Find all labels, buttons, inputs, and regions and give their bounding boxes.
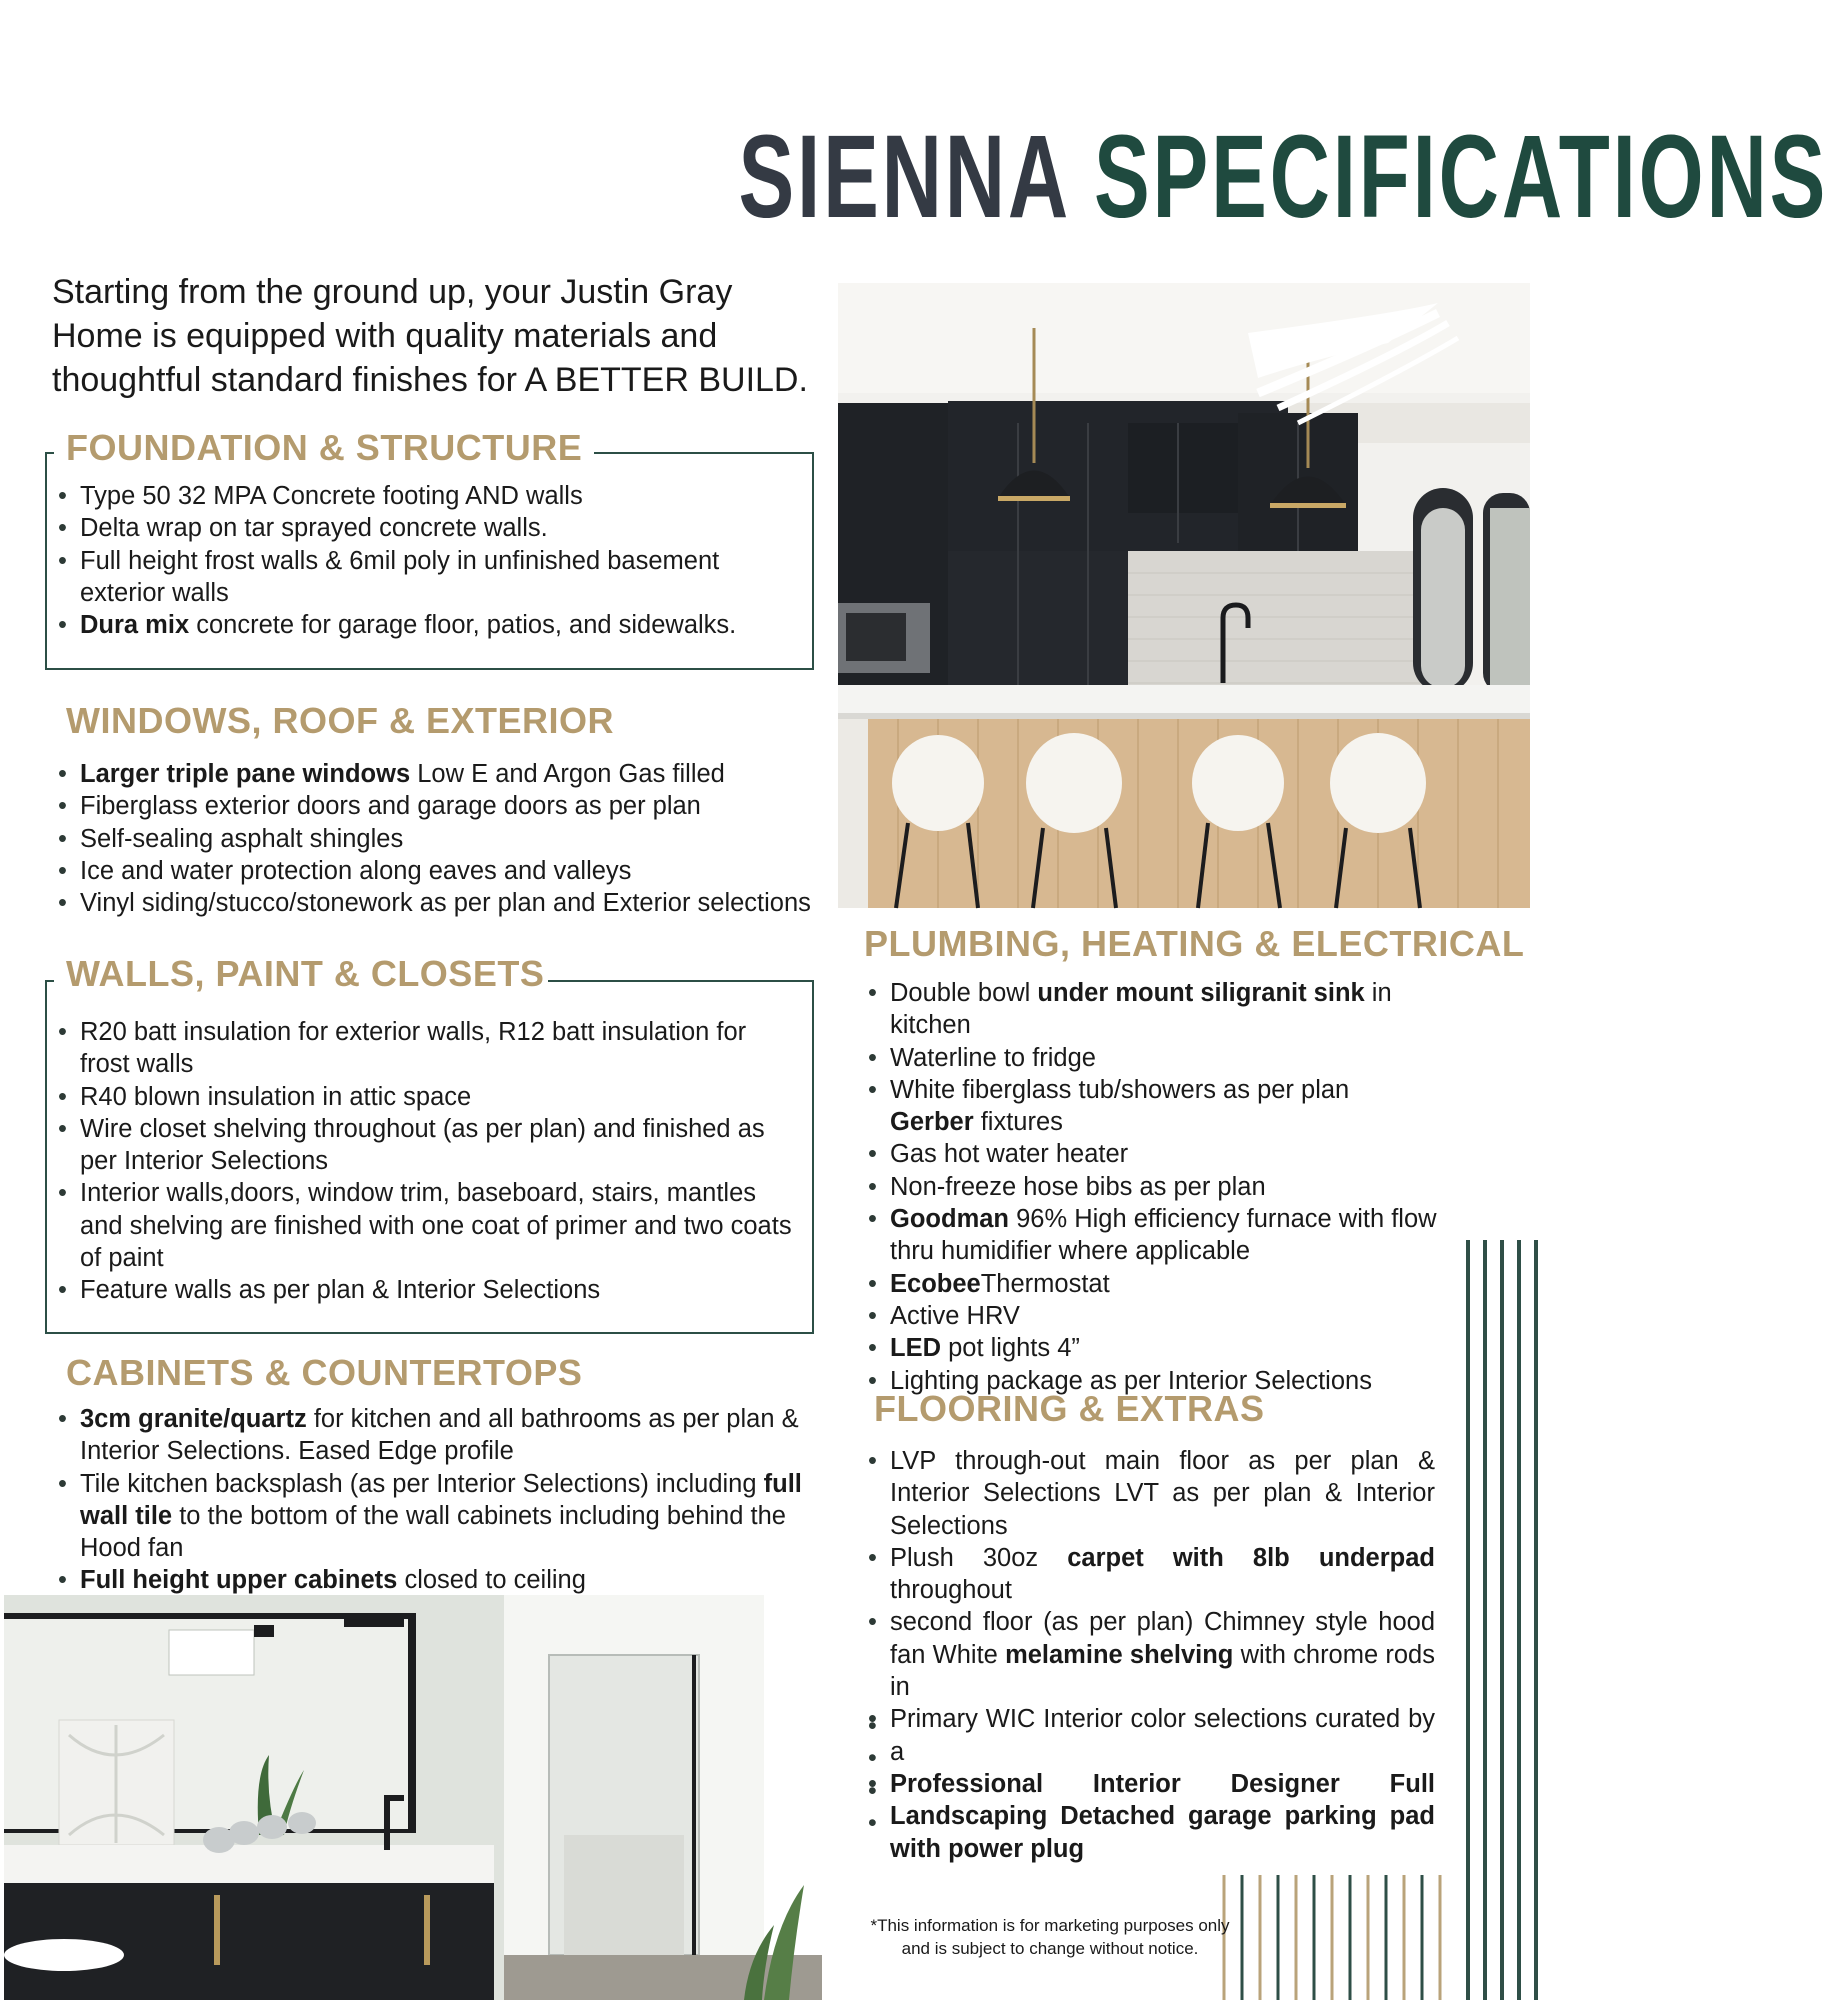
- decor-line-2: [1483, 1240, 1487, 2000]
- windows-heading: WINDOWS, ROOF & EXTERIOR: [54, 699, 626, 743]
- list-item: • Lighting package as per Interior Selections: [862, 1365, 1462, 1397]
- list-item: • R40 blown insulation in attic space: [52, 1081, 792, 1113]
- list-item: • Wire closet shelving throughout (as per plan) and finished as per Interior Selections: [52, 1113, 792, 1178]
- empty-bullet: •: [868, 1744, 877, 1773]
- list-item: • Professional Interior Designer Full Landscaping Detached garage parking pad with power plug: [862, 1768, 1435, 1865]
- empty-bullet: •: [868, 1808, 877, 1837]
- list-item: • R20 batt insulation for exterior walls, R12 batt insulation for frost walls: [52, 1016, 792, 1081]
- intro-paragraph: Starting from the ground up, your Justin Gray Home is equipped with quality materials and thoughtful standard finishes for A BETTER BUILD.: [52, 273, 808, 399]
- plumbing-heading: PLUMBING, HEATING & ELECTRICAL: [864, 923, 1525, 964]
- list-item: • Feature walls as per plan & Interior Selections: [52, 1274, 792, 1306]
- empty-bullets: [868, 1710, 877, 1839]
- list-item: • Double bowl under mount siligranit sink in kitchen: [862, 977, 1462, 1042]
- list-item: • Interior walls,doors, window trim, baseboard, stairs, mantles and shelving are finished with one coat of primer and two coats of paint: [52, 1177, 792, 1274]
- list-item: • Vinyl siding/stucco/stonework as per plan and Exterior selections: [52, 887, 822, 919]
- walls-heading: WALLS, PAINT & CLOSETS: [54, 952, 548, 996]
- plumbing-list: [862, 977, 1462, 1397]
- decor-line-4: [1517, 1240, 1521, 2000]
- list-item: • Gas hot water heater: [862, 1138, 1462, 1170]
- list-item: • Primary WIC Interior color selections curated by a: [862, 1703, 1435, 1768]
- list-item: • Full height upper cabinets closed to ceiling: [52, 1564, 832, 1596]
- flooring-list: [862, 1445, 1435, 1865]
- decor-line-3: [1500, 1240, 1504, 2000]
- kitchen-photo: [838, 283, 1530, 908]
- list-item: • Type 50 32 MPA Concrete footing AND walls: [52, 480, 792, 512]
- list-item: • Dura mix concrete for garage floor, patios, and sidewalks.: [52, 609, 792, 641]
- list-item: • Delta wrap on tar sprayed concrete walls.: [52, 512, 792, 544]
- decor-line-5: [1534, 1240, 1538, 2000]
- foundation-list: [52, 480, 792, 641]
- flooring-heading: FLOORING & EXTRAS: [874, 1388, 1265, 1429]
- kitchen-illustration: [838, 283, 1530, 908]
- list-item: • Fiberglass exterior doors and garage doors as per plan: [52, 790, 822, 822]
- windows-list: [52, 758, 822, 919]
- list-item: • EcobeeThermostat: [862, 1268, 1462, 1300]
- empty-bullet: •: [868, 1776, 877, 1805]
- walls-list: [52, 1016, 792, 1307]
- list-item: • Self-sealing asphalt shingles: [52, 823, 822, 855]
- list-item: • 3cm granite/quartz for kitchen and all bathrooms as per plan & Interior Selections. Eased Edge profile: [52, 1403, 832, 1468]
- decor-bottom-lines: [1220, 1870, 1460, 2000]
- list-item: • LVP through-out main floor as per plan & Interior Selections LVT as per plan & Interior Selections: [862, 1445, 1435, 1542]
- list-item: • Larger triple pane windows Low E and Argon Gas filled: [52, 758, 822, 790]
- title-word-specifications: SPECIFICATIONS: [1094, 111, 1828, 243]
- list-item: • Non-freeze hose bibs as per plan: [862, 1171, 1462, 1203]
- list-item: • Waterline to fridge: [862, 1042, 1462, 1074]
- list-item: • Full height frost walls & 6mil poly in unfinished basement exterior walls: [52, 545, 792, 610]
- list-item: • second floor (as per plan) Chimney style hood fan White melamine shelving with chrome rods in: [862, 1606, 1435, 1703]
- empty-bullet: •: [868, 1712, 877, 1740]
- list-item: • Goodman 96% High efficiency furnace with flow thru humidifier where applicable: [862, 1203, 1462, 1268]
- bathroom-photo: [4, 1595, 822, 2000]
- list-item: • Active HRV: [862, 1300, 1462, 1332]
- cabinets-heading: CABINETS & COUNTERTOPS: [54, 1351, 594, 1395]
- disclaimer: *This information is for marketing purposes only and is subject to change without notice.: [870, 1916, 1230, 1958]
- title-word-sienna: SIENNA: [738, 111, 1068, 243]
- list-item: • LED pot lights 4”: [862, 1332, 1462, 1364]
- page-title: [738, 111, 1828, 243]
- foundation-heading: FOUNDATION & STRUCTURE: [54, 426, 594, 470]
- list-item: • Plush 30oz carpet with 8lb underpad throughout: [862, 1542, 1435, 1607]
- cabinets-list: [52, 1403, 832, 1597]
- list-item: • White fiberglass tub/showers as per plan Gerber fixtures: [862, 1074, 1462, 1139]
- bathroom-illustration: [4, 1595, 822, 2000]
- list-item: • Tile kitchen backsplash (as per Interior Selections) including full wall tile to the bottom of the wall cabinets including behind the Hood fan: [52, 1468, 832, 1565]
- decor-line-1: [1466, 1240, 1470, 2000]
- list-item: • Ice and water protection along eaves and valleys: [52, 855, 822, 887]
